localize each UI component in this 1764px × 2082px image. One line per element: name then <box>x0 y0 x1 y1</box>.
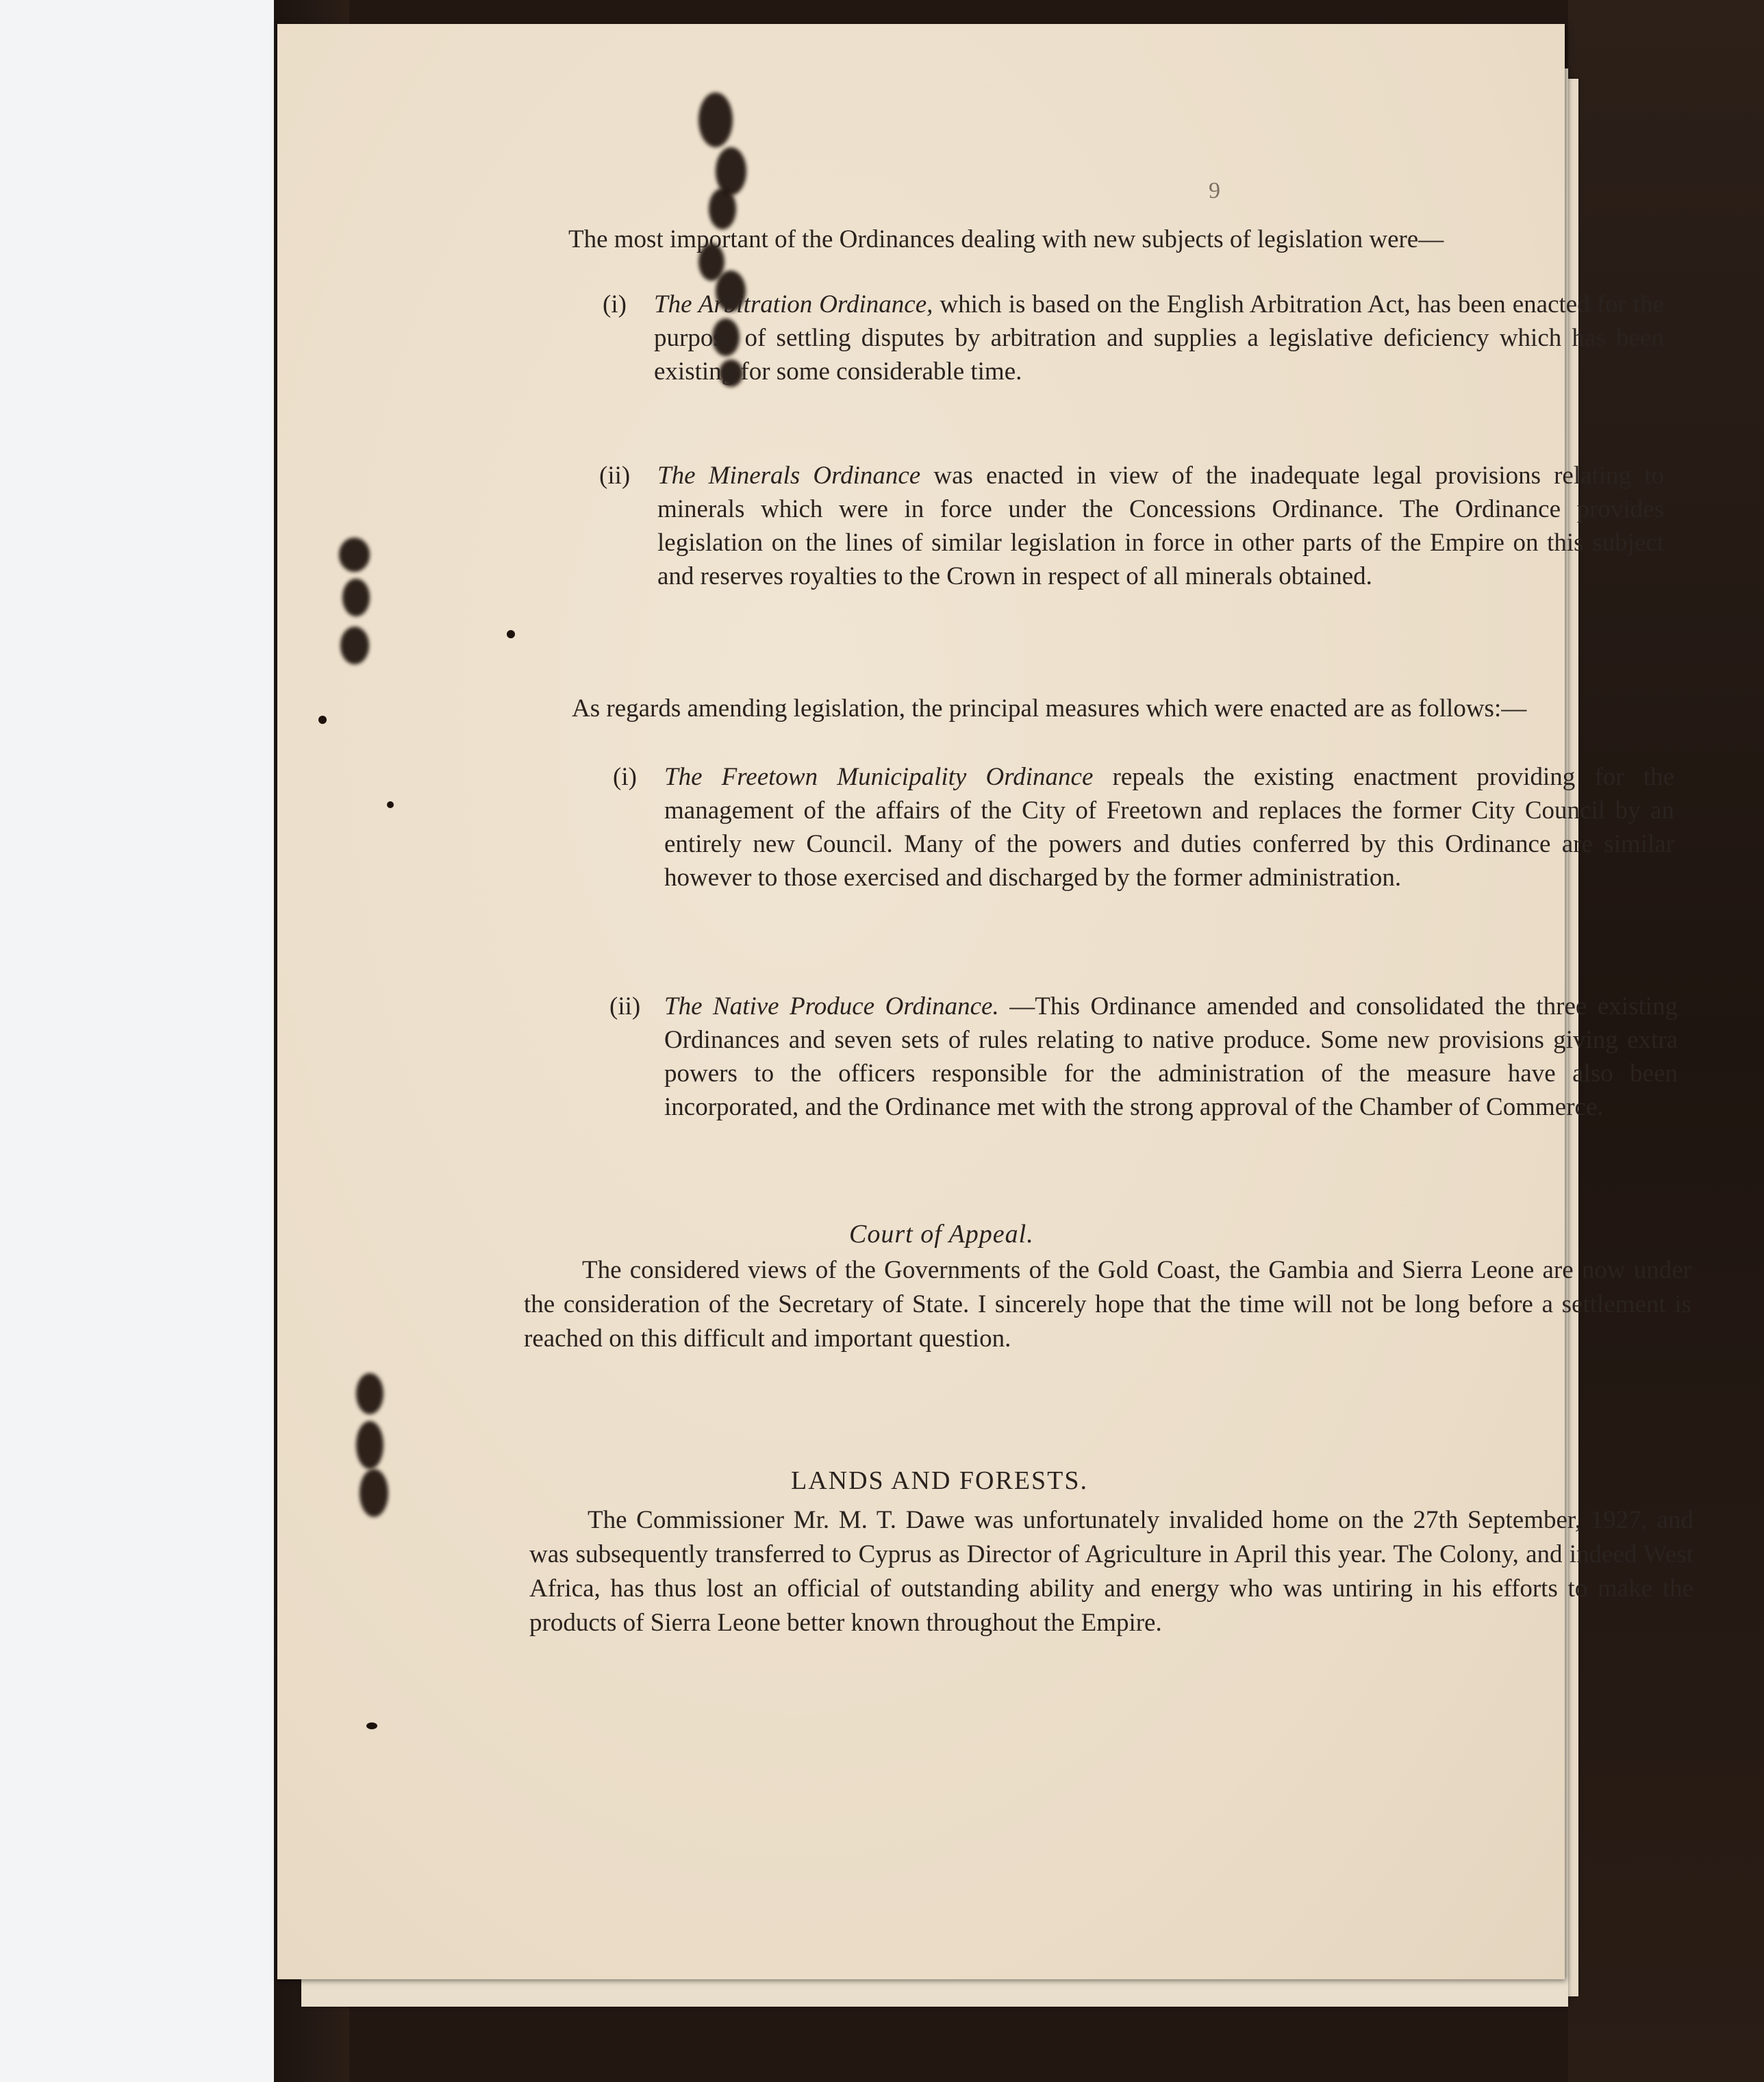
binding-hole-stain <box>339 538 370 572</box>
page-number: 9 <box>1209 178 1220 203</box>
binding-hole-stain <box>340 627 369 664</box>
item-text <box>664 990 1678 1124</box>
ink-speck <box>387 801 394 808</box>
list-item <box>609 990 1678 1222</box>
scan-left-margin <box>0 0 274 2082</box>
ordinance-title: The Native Produce Ordinance. <box>664 992 999 1020</box>
court-text: The considered views of the Governments of the Gold Coast, the Gambia and Sierra Leone are now under the consideration of the Secretary of State. I sincerely hope that the time will not be long before a settlement is reached on this difficult and important question. <box>524 1256 1691 1353</box>
ordinance-title: The Arbitration Ordinance, <box>654 290 933 318</box>
amending-paragraph <box>496 692 1667 725</box>
section-heading-court-of-appeal: Court of Appeal. <box>849 1220 1034 1249</box>
lands-paragraph <box>529 1503 1693 1640</box>
document-page <box>277 24 1693 1979</box>
ordinance-title: The Minerals Ordinance <box>657 462 921 490</box>
ordinance-description: was enacted in view of the inadequate legal provisions relating to minerals which were in force under the Concessions Ordinance. The Ordinance provides legislation on the lines of similar legislation in force in other parts of the Empire on this subject and reserves royalties to the Crown in respect of all minerals obtained. <box>657 462 1665 590</box>
item-text <box>657 459 1664 593</box>
ordinance-description: repeals the existing enactment providing for the management of the affairs of the City of Freetown and replaces the former City Council by an entirely new Council. Many of the powers and duties conferred by this Ordinance are similar however to those exercised and discharged by the former administration. <box>664 763 1675 892</box>
court-paragraph <box>524 1253 1691 1356</box>
item-number: (ii) <box>599 462 631 490</box>
ordinance-description: which is based on the English Arbitration Act, has been enacted for the purpose of settling disputes by arbitration and supplies a legislative deficiency which has been existing for some considerable time. <box>654 290 1664 386</box>
amending-text: As regards amending legislation, the principal measures which were enacted are as follows:— <box>572 694 1527 723</box>
item-text <box>654 288 1664 388</box>
binding-hole-stain <box>342 579 370 616</box>
item-number: (ii) <box>609 992 641 1020</box>
list-item <box>613 760 1674 986</box>
list-item <box>599 459 1664 685</box>
item-number: (i) <box>603 290 627 318</box>
binding-hole-stain <box>356 1373 383 1414</box>
binding-hole-stain <box>356 1421 383 1469</box>
ink-speck <box>366 1722 377 1729</box>
binding-hole-stain <box>360 1469 388 1517</box>
lands-text: The Commissioner Mr. M. T. Dawe was unfortunately invalided home on the 27th September, 1927, and was subsequently transferred to Cyprus as Director of Agriculture in April this year. The Colony, and indeed West Africa, has thus lost an official of outstanding ability and energy who was untiring in his efforts to make the products of Sierra Leone better known throughout the Empire. <box>529 1506 1693 1637</box>
item-text <box>664 760 1674 894</box>
binding-hole-stain <box>698 92 733 147</box>
section-heading-lands-and-forests: LANDS AND FORESTS. <box>791 1466 1089 1495</box>
ordinance-title: The Freetown Municipality Ordinance <box>664 763 1094 791</box>
ink-speck <box>507 630 515 638</box>
ordinance-description: —This Ordinance amended and consolidated the three existing Ordinances and seven sets of rules relating to native produce. Some new provisions giving extra powers to the officers responsible for the administration of the measure have also been incorporated, and the Ordinance met with the strong approval of the Chamber of Commerce. <box>664 992 1678 1121</box>
list-item <box>603 288 1664 473</box>
intro-text: The most important of the Ordinances dealing with new subjects of legislation were— <box>568 225 1444 253</box>
item-number: (i) <box>613 763 637 791</box>
intro-paragraph <box>493 223 1664 256</box>
ink-speck <box>318 716 327 724</box>
